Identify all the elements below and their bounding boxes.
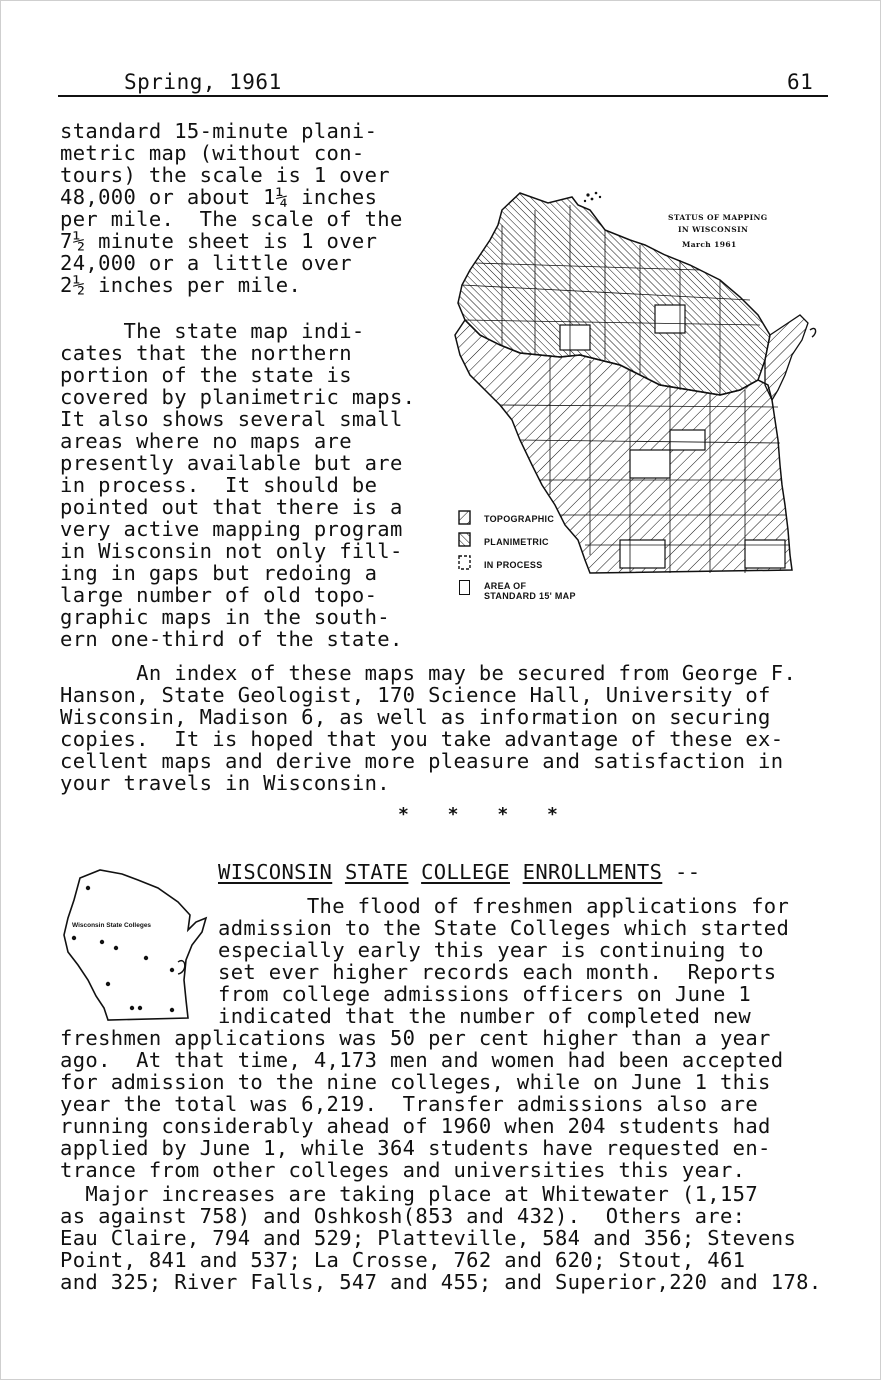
header-rule <box>58 95 828 97</box>
text-line: freshmen applications was 50 per cent higher than a year <box>60 1026 771 1050</box>
text-line: standard 15-minute plani- <box>60 119 378 143</box>
text-line: cellent maps and derive more pleasure and satisfaction in <box>60 749 784 773</box>
legend-in-process-label: IN PROCESS <box>484 560 543 570</box>
text-line: 2½ inches per mile. <box>60 273 302 297</box>
page-number: 61 <box>787 70 814 94</box>
text-line: Wisconsin, Madison 6, as well as information on securing <box>60 705 771 729</box>
text-line: from college admissions officers on June 1 <box>218 982 752 1006</box>
text-line: applied by June 1, while 364 students have requested en- <box>60 1136 771 1160</box>
legend-topographic-swatch <box>458 510 472 526</box>
state-colleges-map <box>60 860 210 1030</box>
map-title-line: STATUS OF MAPPING <box>668 213 768 222</box>
text-line: It also shows several small <box>60 407 403 431</box>
text-line: portion of the state is <box>60 363 352 387</box>
text-line: Eau Claire, 794 and 529; Platteville, 584 and 356; Stevens <box>60 1226 797 1250</box>
text-line: Hanson, State Geologist, 170 Science Hall, University of <box>60 683 771 707</box>
text-line: metric map (without con- <box>60 141 365 165</box>
text-line: presently available but are <box>60 451 403 475</box>
text-line: covered by planimetric maps. <box>60 385 416 409</box>
text-line: trance from other colleges and universities this year. <box>60 1158 746 1182</box>
text-line: An index of these maps may be secured from George F. <box>60 661 797 685</box>
text-line: 24,000 or a little over <box>60 251 352 275</box>
text-line: graphic maps in the south- <box>60 605 390 629</box>
text-line: Major increases are taking place at Whitewater (1,157 <box>60 1182 759 1206</box>
section-separator: * * * * <box>398 804 572 825</box>
text-line: ago. At that time, 4,173 men and women had been accepted <box>60 1048 784 1072</box>
text-line: pointed out that there is a <box>60 495 403 519</box>
legend-topographic-label: TOPOGRAPHIC <box>484 514 555 524</box>
heading-word: WISCONSIN <box>218 860 333 884</box>
text-line: The flood of freshmen applications for <box>218 894 790 918</box>
text-line: in Wisconsin not only fill- <box>60 539 403 563</box>
header-issue: Spring, 1961 <box>124 70 282 94</box>
legend-standard-swatch <box>459 580 470 595</box>
heading-word: COLLEGE <box>421 860 510 884</box>
text-line: cates that the northern <box>60 341 352 365</box>
text-line: especially early this year is continuing to <box>218 938 764 962</box>
heading-suffix: -- <box>675 860 701 884</box>
text-line: and 325; River Falls, 547 and 455; and Superior,220 and 178. <box>60 1270 822 1294</box>
map-title-line: March 1961 <box>682 240 737 249</box>
text-line: as against 758) and Oshkosh(853 and 432). Others are: <box>60 1204 746 1228</box>
text-line: ing in gaps but redoing a <box>60 561 378 585</box>
map-title-line: IN WISCONSIN <box>678 225 749 234</box>
text-line: indicated that the number of completed new <box>218 1004 752 1028</box>
text-line: large number of old topo- <box>60 583 378 607</box>
text-line: year the total was 6,219. Transfer admissions also are <box>60 1092 759 1116</box>
text-line: admission to the State Colleges which started <box>218 916 790 940</box>
text-line: copies. It is hoped that you take advantage of these ex- <box>60 727 784 751</box>
heading-word: ENROLLMENTS <box>522 860 663 884</box>
text-line: 7½ minute sheet is 1 over <box>60 229 378 253</box>
text-line: areas where no maps are <box>60 429 352 453</box>
text-line: tours) the scale is 1 over <box>60 163 390 187</box>
legend-planimetric-label: PLANIMETRIC <box>484 537 549 547</box>
text-line: for admission to the nine colleges, while on June 1 this <box>60 1070 771 1094</box>
wisconsin-mapping-map <box>440 185 835 610</box>
text-line: per mile. The scale of the <box>60 207 403 231</box>
college-map-label: Wisconsin State Colleges <box>72 922 152 929</box>
legend-standard-label: AREA OF STANDARD 15' MAP <box>484 581 576 601</box>
text-line: your travels in Wisconsin. <box>60 771 390 795</box>
text-line: set ever higher records each month. Reports <box>218 960 777 984</box>
text-line: ern one-third of the state. <box>60 627 403 651</box>
text-line: running considerably ahead of 1960 when 204 students had <box>60 1114 771 1138</box>
text-line: The state map indi- <box>60 319 365 343</box>
legend-in-process-swatch <box>458 555 472 571</box>
legend-planimetric-swatch <box>458 532 472 548</box>
wisconsin-colleges-outline <box>60 860 210 1030</box>
text-line: in process. It should be <box>60 473 378 497</box>
section-heading <box>218 860 700 884</box>
text-line: Point, 841 and 537; La Crosse, 762 and 620; Stout, 461 <box>60 1248 746 1272</box>
heading-word: STATE <box>344 860 409 884</box>
text-line: very active mapping program <box>60 517 403 541</box>
text-line: 48,000 or about 1¼ inches <box>60 185 378 209</box>
